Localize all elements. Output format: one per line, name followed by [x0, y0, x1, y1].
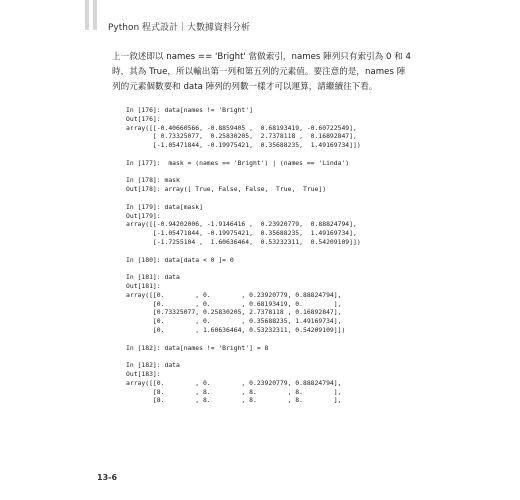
- page-number: 13-6: [97, 473, 118, 482]
- code-line: [0. , 1.60636464, 0.53232311, 0.54209109]]): [126, 325, 346, 334]
- code-line: In [178]: mask: [126, 176, 180, 185]
- code-line: Out[183]:: [126, 369, 161, 378]
- code-line: array([[-0.40660566, -0.8859405 , 0.68193419, -0.60722549],: [126, 123, 357, 132]
- code-line: [0. , 0. , 0.68193419, 0. ],: [126, 299, 342, 308]
- code-line: [8. , 8. , 8. , 8. ],: [126, 387, 342, 396]
- code-line: [0.73325077, 0.25830205, 2.7378118 , 0.16892847],: [126, 308, 342, 317]
- code-line: In [182]: data[names != 'Bright'] = 8: [126, 343, 269, 352]
- paragraph-line: 時，其為 True，所以輸出第一列和第五列的元素值。要注意的是，names 陣: [112, 67, 406, 77]
- code-line: In [177]: mask = (names == 'Bright') | (names == 'Linda'): [126, 158, 350, 167]
- code-block: [126, 273, 361, 335]
- code-gap: [126, 194, 361, 203]
- code-block: [126, 176, 361, 194]
- code-gap: [126, 335, 361, 344]
- code-listing: [126, 106, 361, 405]
- code-line: [8. , 8. , 8. , 8. ],: [126, 396, 342, 405]
- code-block: [126, 203, 361, 247]
- header-decor-bar-left: [85, 0, 89, 30]
- code-gap: [126, 247, 361, 256]
- code-block: [126, 256, 361, 265]
- code-block: [126, 344, 361, 353]
- code-line: In [181]: data: [126, 273, 180, 282]
- code-line: [-1.05471844, -0.19975421, 0.35688235, 1.49169734],: [126, 229, 357, 238]
- code-line: array([[-0.94202006, -1.9146416 , 0.23920779, 0.88824794],: [126, 220, 357, 229]
- code-line: array([[0. , 0. , 0.23920779, 0.88824794],: [126, 378, 342, 387]
- code-block: [126, 159, 361, 168]
- code-line: [-1.05471844, -0.19975421, 0.35688235, 1.49169734]]): [126, 141, 361, 150]
- header-decor-bar-right: [93, 0, 97, 30]
- code-line: array([[0. , 0. , 0.23920779, 0.88824794],: [126, 290, 342, 299]
- code-block: [126, 106, 361, 150]
- code-gap: [126, 264, 361, 273]
- code-gap: [126, 168, 361, 177]
- code-line: Out[176]:: [126, 114, 161, 123]
- code-line: In [182]: data: [126, 361, 180, 370]
- body-paragraph: [112, 50, 412, 95]
- code-line: In [179]: data[mask]: [126, 202, 203, 211]
- code-block: [126, 361, 361, 405]
- paragraph-line: 列的元素個數要和 data 陣列的列數一樣才可以運算，請繼續往下看。: [112, 82, 378, 92]
- code-line: In [176]: data[names != 'Bright']: [126, 106, 253, 114]
- code-line: [ 0.73325077, 0.25830205, 2.7378118 , 0.16892847],: [126, 132, 357, 141]
- code-line: [-1.7255104 , 1.60636464, 0.53232311, 0.54209109]]): [126, 237, 361, 246]
- code-gap: [126, 352, 361, 361]
- code-gap: [126, 150, 361, 159]
- paragraph-line: 上一敘述即以 names == 'Bright' 當做索引，names 陣列只有索引為 0 和 4: [112, 52, 411, 62]
- code-line: Out[179]:: [126, 211, 161, 220]
- running-header: Python 程式設計｜大數據資料分析: [108, 23, 251, 33]
- code-line: Out[181]:: [126, 281, 161, 290]
- code-line: In [180]: data[data < 0 ]= 0: [126, 255, 234, 264]
- code-line: Out[178]: array([ True, False, False, True, True]): [126, 185, 327, 194]
- code-line: [0. , 0. , 0.35688235, 1.49169734],: [126, 317, 342, 326]
